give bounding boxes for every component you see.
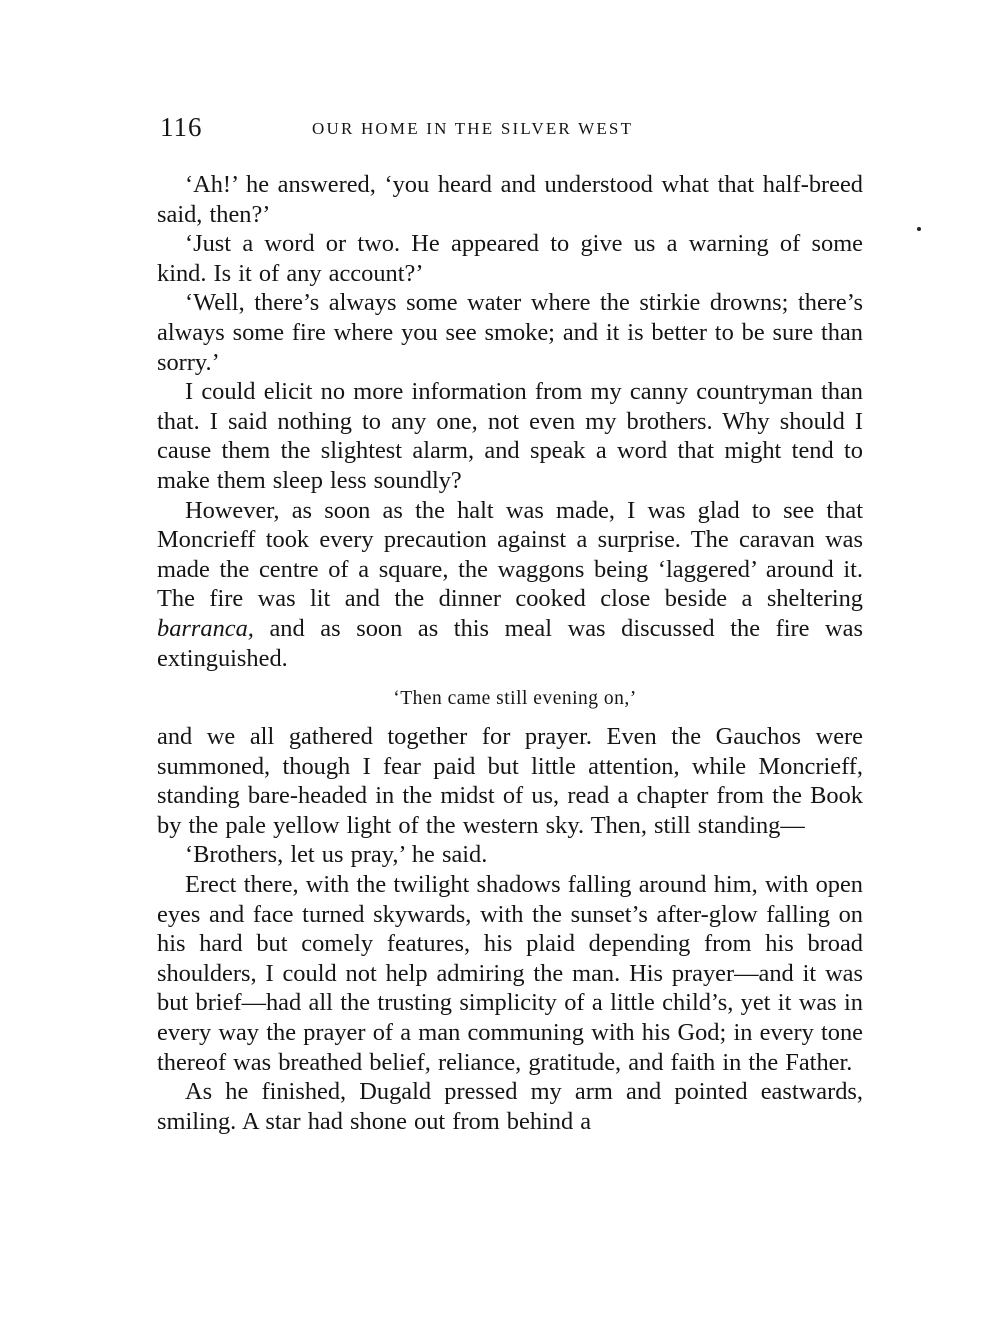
paragraph-7: ‘Brothers, let us pray,’ he said. (185, 841, 488, 869)
running-head (160, 112, 860, 148)
italic-barranca: barranca, (157, 614, 254, 642)
running-title: OUR HOME IN THE SILVER WEST (312, 119, 634, 138)
paragraph-2: ‘Just a word or two. He appeared to give us a warning of some kind. Is it of any account?’ (157, 230, 863, 287)
verse-quote: ‘Then came still evening on,’ (393, 688, 637, 710)
paragraph-8: Erect there, with the twilight shadows falling around him, with open eyes and face turned skywards, with the sunset’s after-glow falling on his hard but comely features, his plaid depending from his broad shoulders, I could not help admiring the man. His prayer—and it was but brief—had all the trusting simplicity of a little child’s, yet it was in every way the prayer of a man communing with his God; in every tone thereof was breathed belief, reliance, gratitude, and faith in the Father. (157, 871, 863, 1076)
ink-speck (917, 227, 921, 231)
paragraph-4: I could elicit no more information from my canny countryman than that. I said nothing to any one, not even my brothers. Why should I cause them the slightest alarm, and speak a word that might tend to make them sleep less soundly? (157, 378, 863, 494)
paragraph-3: ‘Well, there’s always some water where the stirkie drowns; there’s always some fire where you see smoke; and it is better to be sure than sorry.’ (157, 289, 863, 376)
paragraph-5 (157, 496, 863, 674)
paragraph-6: and we all gathered together for prayer. Even the Gauchos were summoned, though I fear paid but little attention, while Moncrieff, standing bare-headed in the midst of us, read a chapter from the Book by the pale yellow light of the western sky. Then, still standing— (157, 723, 863, 839)
paragraph-9: As he finished, Dugald pressed my arm and pointed eastwards, smiling. A star had shone out from behind a (157, 1078, 863, 1135)
body-text (157, 170, 863, 1136)
paragraph-5-text-a: However, as soon as the halt was made, I was glad to see that Moncrieff took every precaution against a surprise. The caravan was made the centre of a square, the waggons being ‘laggered’ around it. The fire was lit and the dinner cooked close beside a sheltering (157, 496, 863, 613)
paragraph-1: ‘Ah!’ he answered, ‘you heard and understood what that half-breed said, then?’ (157, 171, 863, 228)
page-number: 116 (160, 112, 203, 142)
paragraph-5-text-b: and as soon as this meal was discussed the fire was extinguished. (157, 614, 863, 672)
